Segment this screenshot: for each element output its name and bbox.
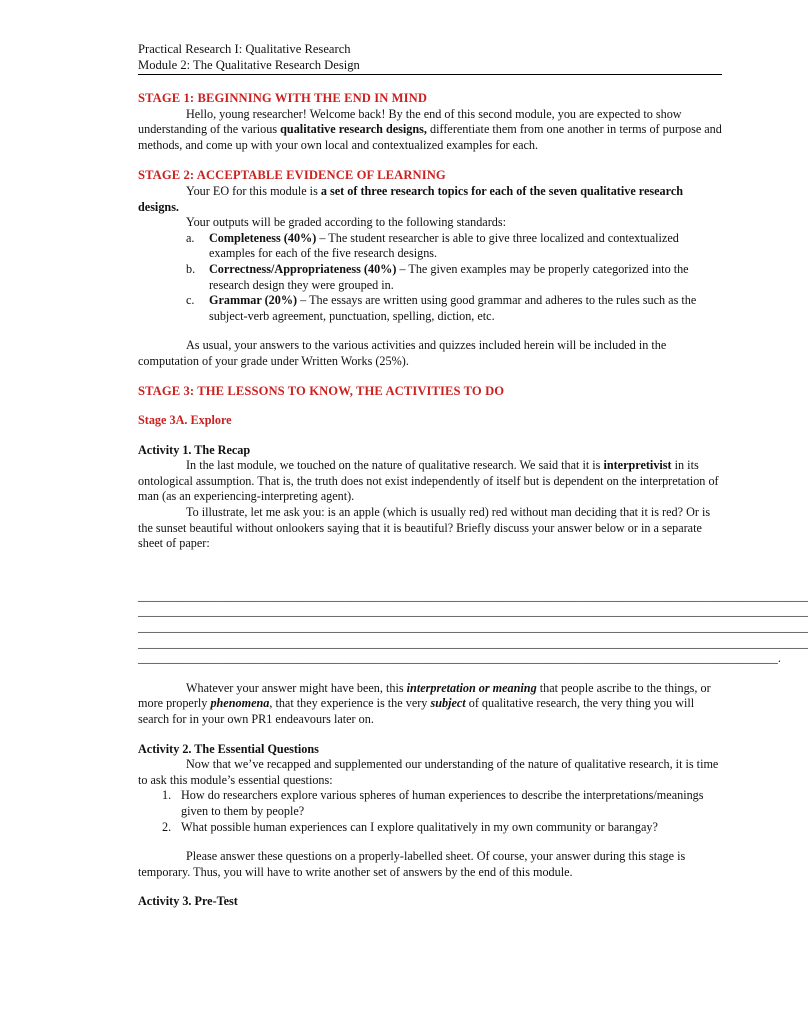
answer-line[interactable]: ______________________________________________________________________________________________________________: [138, 635, 808, 650]
answer-lines[interactable]: [138, 588, 808, 667]
essential-questions-list: [138, 788, 722, 835]
activity1-paragraph3: Whatever your answer might have been, this interpretation or meaning that people ascribe to the things, or more properly phenomena, that they experience is the very subject of qualitative research, the very thing you will search for in your own PR1 endeavours later on.: [138, 680, 711, 726]
question-item: 2. What possible human experiences can I explore qualitatively in my own community or barangay?: [162, 819, 658, 834]
stage3-heading: STAGE 3: THE LESSONS TO KNOW, THE ACTIVITIES TO DO: [138, 383, 505, 398]
answer-line[interactable]: ______________________________________________________________________________________________________________: [138, 604, 808, 619]
standards-list: [138, 231, 722, 325]
activity2-heading: Activity 2. The Essential Questions: [138, 741, 319, 756]
activity3-heading: Activity 3. Pre-Test: [138, 894, 238, 909]
stage2-note: As usual, your answers to the various activities and quizzes included herein will be included in the computation of your grade under Written Works (25%).: [138, 338, 667, 368]
activity1-paragraph1: In the last module, we touched on the nature of qualitative research. We said that it is interpretivist in its ontological assumption. That is, the truth does not exist independently of itself but is dependent on the interpretation of man (as an experiencing-interpreting agent).: [138, 458, 719, 504]
page-header: [138, 42, 722, 73]
activity1-paragraph2: To illustrate, let me ask you: is an apple (which is usually red) red without man deciding that it is red? Or is the sunset beautiful without onlookers saying that it is beautiful? Briefly discuss your answer below or in a separate sheet of paper:: [138, 505, 711, 551]
activity1-heading: Activity 1. The Recap: [138, 442, 251, 457]
stage1-paragraph: Hello, young researcher! Welcome back! By the end of this second module, you are expected to show understanding of the various qualitative research designs, differentiate them from one another in terms of purpose and methods, and come up with your own local and contextualized examples for each.: [138, 106, 722, 152]
activity2-closing: Please answer these questions on a properly-labelled sheet. Of course, your answer during this stage is temporary. Thus, you will have to write another set of answers by the end of this module.: [138, 849, 686, 879]
answer-line[interactable]: ______________________________________________________________________________________________________________: [138, 588, 808, 603]
activity2-intro: Now that we’ve recapped and supplemented our understanding of the nature of qualitative research, it is time to ask this module’s essential questions:: [138, 757, 719, 787]
answer-line[interactable]: _________________________________________________________________________________________________________.: [138, 651, 781, 666]
stage2-graded-text: Your outputs will be graded according to the following standards:: [186, 215, 506, 230]
standard-item: c. Grammar (20%) – The essays are written using good grammar and adheres to the rules such as the subject-verb agreement, punctuation, spelling, diction, etc.: [186, 293, 697, 323]
module-title: Module 2: The Qualitative Research Design: [138, 57, 360, 72]
stage2-eo-paragraph: Your EO for this module is a set of three research topics for each of the seven qualitative research designs.: [138, 183, 684, 214]
header-rule: [138, 74, 722, 75]
course-title: Practical Research I: Qualitative Research: [138, 42, 351, 56]
standard-item: a. Completeness (40%) – The student researcher is able to give three localized and contextualized examples for each of the five research designs.: [186, 230, 679, 261]
document-page: [138, 42, 808, 910]
answer-line[interactable]: ______________________________________________________________________________________________________________: [138, 620, 808, 635]
question-item: 1. How do researchers explore various spheres of human experiences to describe the interpretations/meanings given to them by people?: [162, 788, 704, 818]
standard-item: b. Correctness/Appropriateness (40%) – The given examples may be properly categorized into the research design they were grouped in.: [186, 261, 689, 292]
stage3a-heading: Stage 3A. Explore: [138, 413, 232, 428]
stage1-heading: STAGE 1: BEGINNING WITH THE END IN MIND: [138, 91, 428, 105]
stage2-heading: STAGE 2: ACCEPTABLE EVIDENCE OF LEARNING: [138, 168, 446, 183]
